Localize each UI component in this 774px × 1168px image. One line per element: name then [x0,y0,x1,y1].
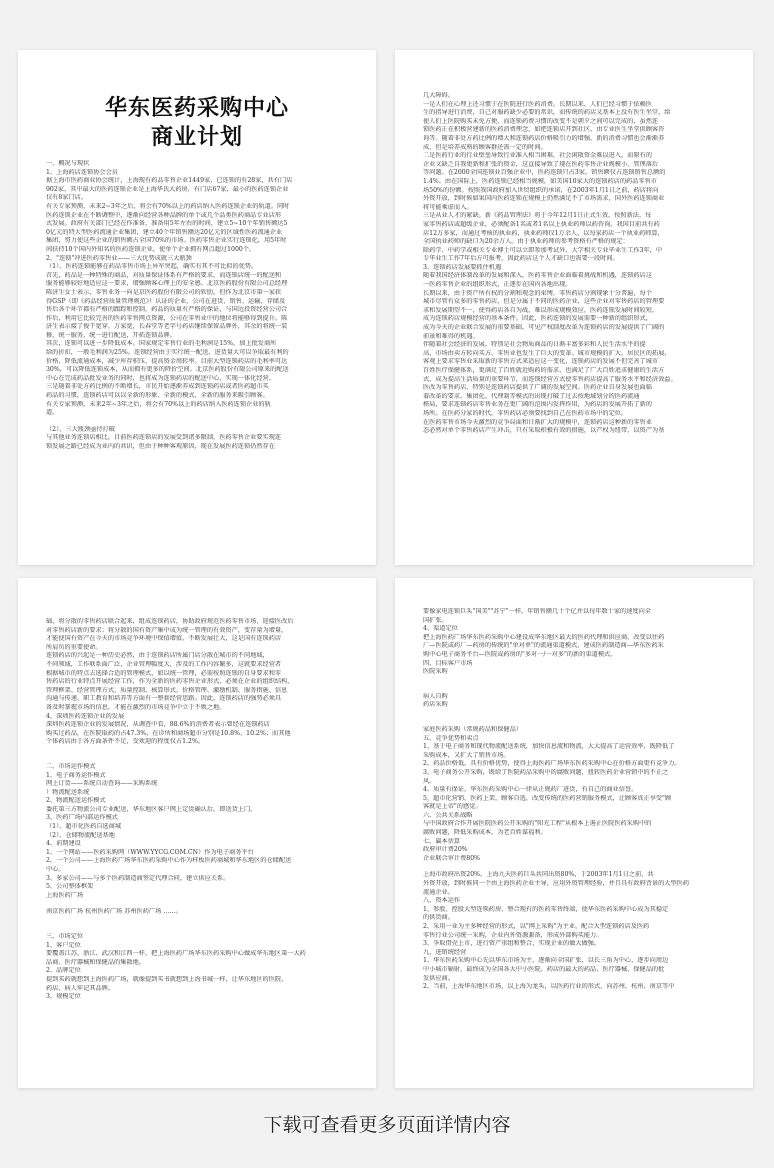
text-line: 深圳医药连锁企业的发展情况，从调查中看，88.6%的消费者表示曾经在连锁药店 [46,721,270,729]
text-line: 网上订货——系统自动查询——采购系统 [46,780,158,788]
text-line: （1）、医药连锁能够在药品零售市场上异军突起，确实有其不可比拟的优势。 [46,263,258,271]
text-line: 城市尽管有众多的零售药店，但是分属于不同的医药企业，这些企业对零售药店的管理要 [423,298,665,306]
text-line: 将可能乘虚而入。 [423,203,473,211]
text-line: 价格，降低流通成本，减少库存积压，提高资金周转率。目前大型连锁药店的毛利率可达 [46,357,288,365]
text-line: 5、超市化营销，医药上架，顾客自选，改变传统的医药营销服务模式，让顾客真正享受"顾 [423,794,672,802]
text-line: 济生表示接了俊干宽穿，万家宽，长春堂等老字号药店继续保留品牌外，其余的将统一装 [46,323,288,331]
download-more-caption[interactable]: 下载可查看更多页面详情内容 [263,1114,511,1136]
paragraph-gap [423,718,725,726]
text-line: 四、目标客户市场 [423,659,473,667]
text-line: 三是随着非处方药比例的不断增长，市民开始逐渐养成到连锁药店或者医药超市买 [46,383,269,391]
text-line: 腐败问题，降低采购成本，为老百姓谋福利。 [423,829,547,837]
text-line: 风。 [423,777,436,785]
text-line: 4、深圳医药连锁企业的发展 [46,712,125,720]
text-line: （2）、三大瓶颈亟待打破 [46,425,115,433]
text-line: 1、客户定位 [46,941,81,949]
text-line: 集团，努力使这些企业的销售额占全国70%的市场。医药零售企业实行连锁化，用5年时 [46,237,287,245]
text-line: 的供货商。 [423,914,454,922]
text-line: 1、华东医药采购中心先以华东市场为主，逐渐向全国扩张，以长三角为中心，逐步向周边 [423,957,669,965]
text-line: 三是从业人才的紧缺。新《药品管理法》将于今年12月1日正式生效，按照新法，每 [423,212,652,220]
text-line: 锁发展之路已经成为业内的共识，但由于种种客观原因，现在发展医药连锁仍然存在 [46,443,275,450]
text-line: 2、当前，上海华东地区市场，以上海为龙头，以医药行业的形式，向苏州、杭州、南京等中 [423,983,675,991]
text-line: 2、药品价格低，具有价格优势，使得上海医药广场华东医药采购中心在价格方面更有竞争力。 [423,760,681,768]
text-line: 药店采购 [423,701,448,709]
text-line: 外资开放，到时候同一个由上海医药企业主导，应用外资管理经验，并且具有政府背景的大型医药 [423,880,690,888]
text-line: 委托第三方物流公司专业配送，华东地区客户网上定货确认后，即送货上门。 [46,805,257,813]
paragraph-gap [423,863,725,871]
text-line: 道。 [46,409,59,417]
paragraph-gap [423,710,725,718]
text-line: 3、连锁药店发展要抓住机遇 [423,263,502,271]
text-line: 与中国政府合作开展医院医药公开采购的"阳光工程"从根本上遏止医院医药采购中的 [423,820,652,828]
text-line: 场50%的份额。按照我国政府加入世贸组织的承诺，在2003年1月1日之前，药店将向 [423,186,659,194]
text-line: 药品的习惯，连锁药店可以以全新的形象、全新的模式、全新的服务来吸引顾客。 [46,392,269,400]
text-line: 企业联合审计费80% [423,854,481,862]
text-line: 1、一个网站——医药采购网（WWW.YYCG.COM.CN）作为电子商务平台 [46,848,254,856]
text-line: 2、"连锁"冲进医药零售业——三大优势成就三大瓶颈 [46,254,192,262]
text-line: 采购成本，又扩大了销售市场。 [423,751,510,759]
text-line: 2、一个公司——上海医药广场华东医药采购中心作为样板医药商城和华东地区的仓储配送 [46,857,292,865]
text-line: 4、前期建设 [46,840,81,848]
text-line: 一、概况与现状 [46,160,90,167]
text-line: 锁医药正在积极营建新的医药消费理念，如把连锁店开到社区，由专业医生坐堂供顾客咨 [423,126,665,134]
text-line: 流通企业。 [423,888,454,896]
page-4-body [423,578,725,992]
text-line: 家庭医药采购（常规药品和保健品） [423,725,522,733]
text-line: 等问题。在2000全国连锁业百强企业中，医药连锁只占3家，销售额仅占连锁销售总额的 [423,169,666,177]
text-line: 求和发展期望不一，使得药店各自为战，难以形成规模效应，医药连锁发展时间较短， [423,306,659,314]
text-line: 要像家电连锁巨头"国美""苏宁"一样，年销售额几十个亿并以每年数十家的速度向全 [423,608,651,615]
text-line: 要覆盖江苏、浙江、武汉和江西一样，把上海医药广场华东医药采购中心做成华东地区第一大药 [46,950,306,958]
text-line: 不同领域，工作联系面广泛，企业管理幅度大，涉及的工作内容繁多，这就要求经营者 [46,660,282,668]
text-line: 据上海市医药商业协会统计，上海现有药品零售企业1449家，已连锁的有28家，共有门店 [46,177,293,185]
text-line: 个体药店由于各方面条件不足，受欢迎的程度仅占1.2%。 [46,738,205,746]
text-line: 作后，利用它比较完善的医药零售网点资源，公司在零售业中的地位将能够得到提升。陈 [46,314,288,322]
page-1-body [46,160,348,452]
text-line: 发供应商。 [423,974,454,982]
paragraph-gap [46,747,348,755]
text-line: 上海市政府出资20%，上海九天医药巨头共同出资80%，于2003年1月1日之前，共 [423,871,654,879]
text-line: 伴随着社会经济的发展，特别是社会物质商品的日渐丰富多彩和人民生活水平的提 [423,341,646,349]
text-line: 医改为零售药店，特别是连锁药店提供了广阔的发展空间。医药企业自身发展也面临 [423,384,652,392]
text-line: 1、电子商务运作模式 [46,771,106,779]
text-line: 连锁药店的兴起是一种历史必然，由于连锁药店所属门店分散在城市的不同地域， [46,652,269,660]
text-line: 对零售药店新的要求；将分散的国有资产集中成为统一管理的有效资产，变存量为增量， [46,626,288,634]
text-line: 几大障碍。 [423,92,454,99]
paragraph-gap [423,685,725,693]
text-line: 零售行业公司统一采购，企业内外资源兼备，形成外部购买能力。 [423,931,603,939]
text-line: 询等。随着非处方药比例的增大和连锁药店价格吸引力的增强，新的消费习惯也会渐渐养 [423,134,665,142]
text-line: 式发展。政府有关部门已经在作准备，准备用5年左右的时间，建立5~10个年销售额达5 [46,220,288,228]
text-line: 着改革的要求。集团化、代理制等模式的出现打破了过去按地域划分的医药流通 [423,392,640,400]
text-line: 中心。 [46,866,65,874]
page-2-body [423,50,725,436]
text-line: 前景和难得的机遇。 [423,332,479,340]
paragraph-gap [46,755,348,763]
text-line: 所肩负的重要使命。 [46,643,102,651]
text-line: 随着我国经济体制改革的发展和深入，医药零售企业面临着挑战和机遇，连锁药店这 [423,272,652,280]
text-line: 病人自购 [423,692,448,700]
text-line: 0亿元的特大型医药流通企业集团，建立40个年销售额达20亿元的区域性医药流通企业 [46,228,283,236]
text-line: 4、渠道定位 [423,625,458,633]
text-line: 店12万多家，而通过考核的执业药，执业药师仅1万余人，以每家药店一个执业药师算， [423,229,664,237]
text-line: 服务能够较好地适应这一要求，增强顾客心理上的安全感。北京医药股份有限公司总经理 [46,280,288,288]
paragraph-gap [423,677,725,685]
title-line-2: 商业计划 [150,125,243,150]
text-line: 除药学、中药学或相关专业博士可以立即参加考试外，大学相关专业毕业生工作3年，中 [423,246,663,254]
text-line: 得GSP（即《药品经营质量管理规范》）认证的企业，公司在进货、销售、运输、存储及 [46,297,286,305]
text-line: 提到买药就想到上海医药广场，就像提到买书就想到上海书城一样，让华东地区的医院、 [46,975,288,983]
text-line: 3、医药广场内部运作模式 [46,814,118,822]
text-line: 六、公共关系战略 [423,811,473,819]
text-line: 3、规模定位 [46,993,81,1001]
text-line: 使人们上医院购买未免方便，而连锁药费习惯的改变不是朝夕之间可以完成的，虽然连 [423,117,659,125]
text-line: 3、电子商务公开采购，既给了医院药品采购中的腐败问题，扭转医药企业营销中的不正之 [423,768,669,776]
text-line: 购买过药品，在医院取药的占47.3%，在诊所和商场超市分别是10.8%、10.2%；而其他 [46,729,291,737]
text-line: 中心在完成药品批发业务的同时，也将成为连锁药店的配送中心，实现一体化经营。 [46,374,275,382]
text-line: 国扩张。 [423,616,448,624]
text-line: 售后各个环节都有严格的跟踪和控制，药品的质量有严格的保证，与国远投资经营公司合 [46,306,288,314]
text-line: 售药店的行业特点开展经营工作，作为全新的医药零售企业形式，必须在企业的组织结构、 [46,678,294,686]
text-line: 五、竞争优势和卖点 [423,734,479,742]
text-line: 态必然对单个零售药店产生冲击，只有采取积极有效的措施，以产权为纽带，以资产为基 [423,427,665,435]
text-line: 客观上要求零售业采取新的零售方式来适应这一变化，连锁药店的发展不但完善了城市 [423,358,659,366]
text-line: 高，市场由卖方转向买方，零售业也发生了巨大的变革。城市规模的扩大，居民区的拓展， [423,349,671,357]
text-line: 有关专家预测，未来2年~3年之后，将会有70%以上的药店纳入医药连锁企业的轨 [46,400,271,408]
text-line: 1、上海药店连锁协会会员 [46,168,118,176]
text-line: 1、参股、控股大型连锁药房，整合现有的医药零售终端，使华东医药采购中心成为其稳定 [423,905,669,913]
text-line: 5、公司整体框架 [46,883,94,891]
document-page-1 [18,50,376,565]
text-line: （2）、仓储物流配送基地 [46,831,115,839]
text-line: 政府审计费20% [423,846,468,854]
text-line: 生的指导进行消费，自己对服药缺少必要的常识，而传统的药店又基本上没有医生坐堂，给 [423,109,671,117]
document-page-4 [395,578,753,1088]
document-page-3 [18,578,376,1088]
text-line: 备及时掌握市场的信息，才能在激烈的市场竞争中立于不败之地。 [46,703,226,711]
text-line: 其次，连锁可以进一步降低成本。国家规定零售行业的毛利润是15%，加上批发商所 [46,340,277,348]
text-line: 二、市场运作模式 [46,762,96,770]
text-line: 3、多家公司——与多个医药制造商签定代理合同，建立供应关系。 [46,874,230,882]
text-line: 30%，可以降低连锁成本，从而拥有更多的降价空间。北京医药股份有限公司原来的配送 [46,366,289,374]
text-line: 3、争取借壳上市，进行资产重组和整合，实现企业的做大做强。 [423,940,601,948]
text-line: 陈济生女士表示，零售业务一向是京医药股份有限公司的软肋，但作为北京市第一家获 [46,288,282,296]
text-line: 一医药零售企业的组织形式，正逐步在国内各地出现。 [423,281,572,289]
text-line: 家零售药店或超级企业，必须配备1名或者1名以上执业药师以药咨询。我国目前共有药 [423,220,660,228]
text-line: 专毕业生工作7年后方可报考，因此药店这个人才缺口也需要一段时间。 [423,255,619,263]
text-line: 首先，药品是一种特殊的商品，对质量保证体系有严格的要求，而连锁店统一的配送和 [46,271,282,279]
text-line: 成，但是培养成熟的顾客群还需一定的时间。 [423,143,547,151]
text-line: ）物流配送系统 [46,788,90,796]
text-line: 给的折扣，一般毛利润为25%。连锁经营由于实行统一配送，进货量大可以争取最有利的 [46,349,289,357]
paragraph-gap [46,900,348,908]
title-line-1: 华东医药采购中心 [104,96,289,121]
text-line: 七、赢本估算 [423,837,461,845]
text-line: 与其他业务连锁店相比，目前医药连锁店的发展受到诸多限制，医药零售企业要实现连 [46,434,282,442]
text-line: 三、市场定位 [46,933,84,940]
text-line: 中小城市辐射，最终成为全国各大中小医院、药店的最大的药品、医疗器械、保健品的批 [423,965,665,973]
text-line: 式，成为提高生活质量的重要环节，而连锁经营方式使零售药店提高了服务水平和经济效益。 [423,375,677,383]
text-line: 在医药零售市场今天激烈的竞争局面和日渐扩大的规模中，连锁药店这种新的零售业 [423,418,652,426]
text-line: 药店、病人牢记其品牌。 [46,984,115,992]
text-line: 2、品牌定位 [46,967,81,975]
text-line: 医院采购 [423,668,448,676]
text-line: （1）、超市化医药自选商城 [46,823,122,831]
text-line: 有关专家预测，未来2~3年之后，将会有70%以上的药店纳入医药连锁企业的轨道。同时 [46,202,290,210]
text-line: 外资开放，到时候如果国内医药连锁在规模上仍然满足不了市场需求，国外医药连锁商业 [423,195,665,203]
text-line: 二是医药行业的行业壁垒导致行业准入相当困难，社会闲散资金难以进入，而原有的 [423,152,652,160]
text-line: 成为连锁药店规模经营的基本条件。因此，医药连锁的发展需要一种新的组织形式， [423,315,652,323]
text-line: 才能使国有资产在今天的市场竞争环境中保值增值，不断发展壮大，这是国有连锁药店 [46,635,282,643]
text-line: 间扶持10个国内外知名的医药连锁企业，使单个企业拥有网点超过1000个。 [46,245,256,253]
text-line: 场所。在医药分家的时代，零售药店必须要找到自己在医药市场中的定位。 [423,409,628,417]
text-line: 上海医药广场 [46,891,84,899]
text-line: 全国执业药师的缺口为20余万人。由于执业药师的参考资格有严格的规定： [423,238,629,246]
text-line: 医药连锁企业在不断调整中，逐渐向经营各种品牌的单个或几个品类医药商品专业店形 [46,211,282,219]
text-line: 南京医药广场 杭州医药广场 苏州医药广场 ……。 [46,908,182,916]
text-line: 2、物流配送运作模式 [46,797,106,805]
text-line: 厂—医院或药厂—药房的传统的"单对单"的流通渠道模式，建成医药制造商—华东医药采 [423,642,664,650]
text-line: 一是人们在心理上还习惯于在医院进行医药消费。长期以来，人们已经习惯于依赖医 [423,100,652,108]
text-line: 八、资本运作 [423,897,461,905]
text-line: 4、质量有保证，华东医药采购中心一律从正规药厂进货，有自己的商业信誉。 [423,786,638,794]
text-line: 客就是上帝"的感觉。 [423,803,482,811]
paragraph-gap [46,418,348,426]
text-line: 修，统一服务，统一进行配送，开拓连锁品牌。 [46,331,176,339]
text-line: 格局，要求连锁药店零售业务在更广阔的范围内发挥作用，为药店的发展开拓了新的 [423,401,652,409]
text-line: 902家，其中最大的医药连锁企业是上海华氏大药房，有门店67家，最小的医药连锁企业 [46,185,289,193]
text-line: 1、基于电子商务和现代物流配送系统，加快信息流和物流，大大提高了运营效率，既降低了 [423,743,675,751]
paragraph-gap [46,925,348,933]
text-line: 九、进销统经营 [423,948,467,956]
text-line: 管理框架、经营管理方式、质量控制、核算形式、价格管理、激励机制、服务措施、信息 [46,686,288,694]
text-line: 根据城市的特点去选择合适的管理模式，如以统一管理，必需按照连锁的自身要求和零 [46,669,282,677]
text-line: 购中心电子商务平台—医院或药房的"多对一/一对多"的新的渠道模式。 [423,650,617,658]
text-line: 成为今天的企业联合发展的重要基础，可见产权制度改革为连锁药店的发展提供了广阔的 [423,324,665,332]
document-page-2 [395,50,753,565]
text-line: 长期以来，由于资产所有权的分割和观念的束缚，零售药店分割现象十分普遍，每个 [423,289,652,297]
page-3-body [46,578,348,1002]
text-line: 把上海医药广场华东医药采购中心建设成华东地区最大的医药代理和供应商，改变以往药 [423,633,665,641]
text-line: 企业又缺乏自我更新和扩张的资金，这直接导致了现在医药零售企业规模小、管理落后 [423,160,659,168]
text-line: 2、采用一业为主多种经营的形式，以"网上采购"为主业，配合大型连锁药店及医药 [423,923,650,930]
paragraph-gap [46,917,348,925]
document-title [46,94,348,152]
text-line: 品商、医疗器械和保健品的集散地。 [46,958,145,966]
text-line: 沟通与传递、职工教育和培养等方面有一整套经营思路。因此，连锁药店的强势必须具 [46,695,282,703]
text-line: 础，将分散的零售药店联合起来，组成连锁药店，协助政府规范医药零售市场，迎接医改后 [46,618,294,625]
text-line: 1.4%。由在国际上，医药连锁已经相当规模，如美国10家大的连锁药店的药品零售市 [423,177,657,185]
text-line: 百姓医疗保健体系，更满足了百姓就近购药的需求，也满足了广大百姓追求健康的生活方 [423,367,665,374]
text-line: 仅有8家门店。 [46,194,88,202]
